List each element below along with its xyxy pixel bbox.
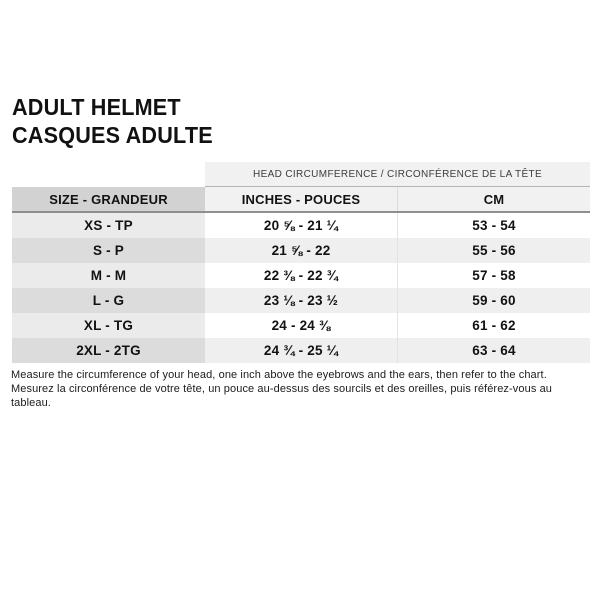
cell-size: XS - TP	[12, 213, 205, 238]
cell-inches: 24 ¾ - 25 ¼	[205, 338, 397, 363]
cell-inches: 21 ⅝ - 22	[205, 238, 397, 263]
cell-inches: 20 ⅝ - 21 ¼	[205, 213, 397, 238]
cell-cm: 63 - 64	[397, 338, 590, 363]
cell-cm: 55 - 56	[397, 238, 590, 263]
column-header-cm: CM	[397, 187, 590, 211]
cell-size: S - P	[12, 238, 205, 263]
size-chart-table	[12, 162, 590, 363]
cell-inches: 22 ⅜ - 22 ¾	[205, 263, 397, 288]
table-header-row	[12, 187, 590, 213]
table-banner-row	[12, 162, 590, 187]
column-header-size: SIZE - GRANDEUR	[12, 187, 205, 211]
cell-cm: 59 - 60	[397, 288, 590, 313]
table-row-s	[12, 238, 590, 263]
cell-size: M - M	[12, 263, 205, 288]
instruction-en: Measure the circumference of your head, one inch above the eyebrows and the ears, then refer to the chart.	[11, 369, 547, 381]
table-row-xl	[12, 313, 590, 338]
instruction-fr: Mesurez la circonférence de votre tête, un pouce au-dessus des sourcils et des oreilles, puis référez-vous au tableau.	[11, 383, 553, 409]
cell-cm: 57 - 58	[397, 263, 590, 288]
table-banner-label: HEAD CIRCUMFERENCE / CIRCONFÉRENCE DE LA TÊTE	[205, 162, 590, 187]
cell-size: L - G	[12, 288, 205, 313]
cell-cm: 53 - 54	[397, 213, 590, 238]
table-row-xs	[12, 213, 590, 238]
cell-inches: 24 - 24 ⅜	[205, 313, 397, 338]
table-row-m	[12, 263, 590, 288]
page-title-en: ADULT HELMET	[12, 94, 181, 120]
table-row-2xl	[12, 338, 590, 363]
cell-cm: 61 - 62	[397, 313, 590, 338]
cell-size: 2XL - 2TG	[12, 338, 205, 363]
page-title	[12, 93, 213, 149]
table-row-l	[12, 288, 590, 313]
column-header-inches: INCHES - POUCES	[205, 187, 397, 211]
measurement-instructions	[11, 368, 593, 410]
banner-spacer	[12, 162, 205, 187]
cell-inches: 23 ⅛ - 23 ½	[205, 288, 397, 313]
cell-size: XL - TG	[12, 313, 205, 338]
page-title-fr: CASQUES ADULTE	[12, 122, 213, 148]
